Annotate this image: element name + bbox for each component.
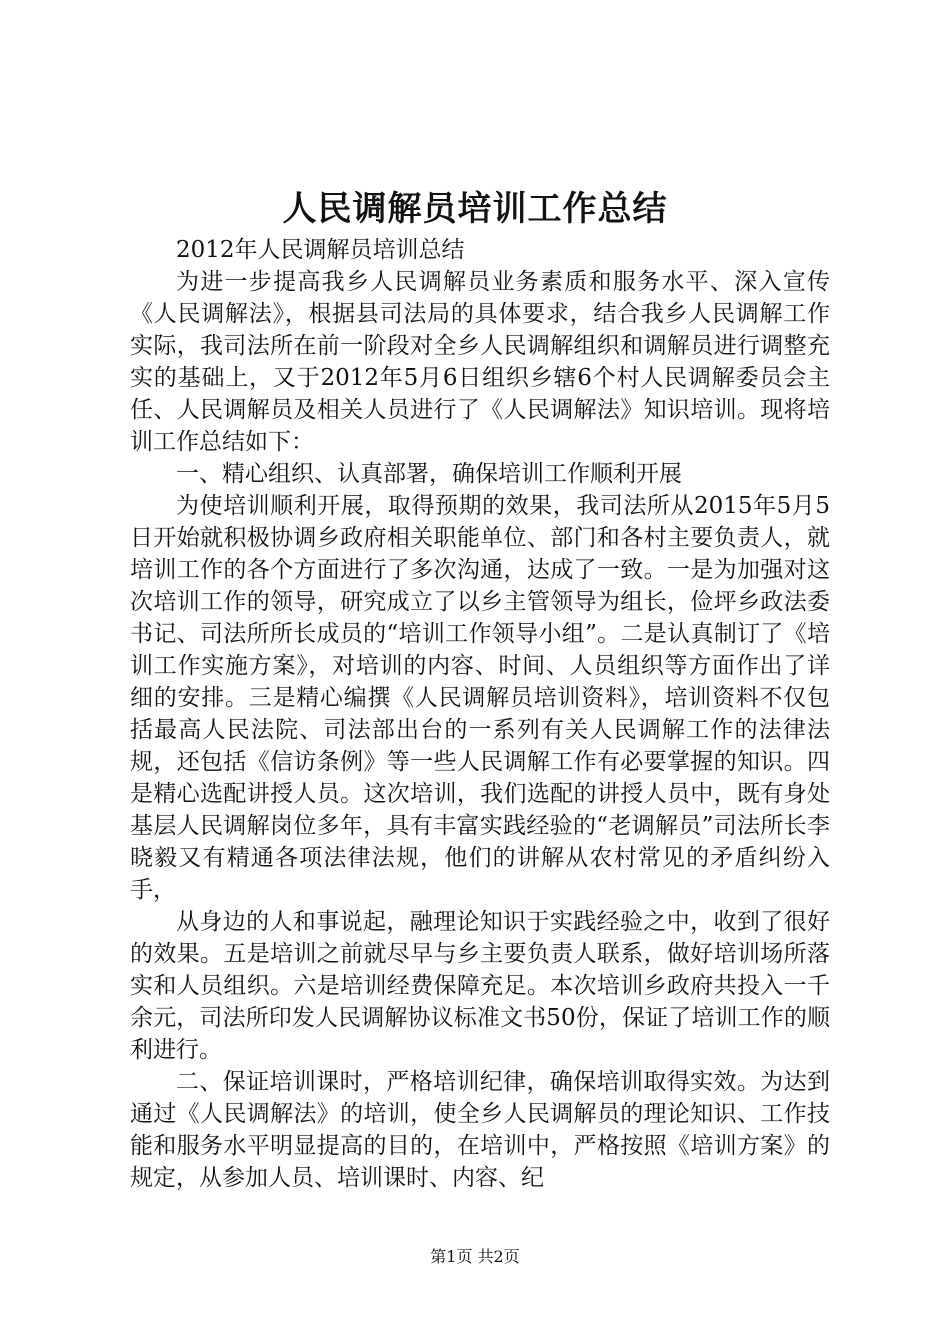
document-subtitle: 2012年人民调解员培训总结 (176, 237, 465, 263)
section-2-paragraph: 二、保证培训课时，严格培训纪律，确保培训取得实效。为达到通过《人民调解法》的培训，使全乡人民调解员的理论知识、工作技能和服务水平明显提高的目的，在培训中，严格按照《培训方案》的规定，从参加人员、培训课时、内容、纪 (130, 1069, 830, 1191)
section-1-paragraph-continued: 从身边的人和事说起，融理论知识于实践经验之中，收到了很好的效果。五是培训之前就尽早与乡主要负责人联系，做好培训场所落实和人员组织。六是培训经费保障充足。本次培训乡政府共投入一千余元，司法所印发人民调解协议标准文书50份，保证了培训工作的顺利进行。 (130, 909, 830, 1063)
document-title: 人民调解员培训工作总结 (282, 189, 668, 229)
page-number-footer: 第1页 共2页 (430, 1247, 520, 1266)
document-body (130, 234, 830, 1194)
section-heading-1: 一、精心组织、认真部署，确保培训工作顺利开展 (176, 461, 682, 487)
section-1-paragraph: 为使培训顺利开展，取得预期的效果，我司法所从2015年5月5日开始就积极协调乡政府相关职能单位、部门和各村主要负责人，就培训工作的各个方面进行了多次沟通，达成了一致。一是为加强对这次培训工作的领导，研究成立了以乡主管领导为组长，俭坪乡政法委书记、司法所所长成员的“培训工作领导小组”。二是认真制订了《培训工作实施方案》，对培训的内容、时间、人员组织等方面作出了详细的安排。三是精心编撰《人民调解员培训资料》，培训资料不仅包括最高人民法院、司法部出台的一系列有关人民调解工作的法律法规，还包括《信访条例》等一些人民调解工作有必要掌握的知识。四是精心选配讲授人员。这次培训，我们选配的讲授人员中，既有身处基层人民调解岗位多年，具有丰富实践经验的“老调解员”司法所长李晓毅又有精通各项法律法规，他们的讲解从农村常见的矛盾纠纷入手， (130, 493, 830, 903)
intro-paragraph: 为进一步提高我乡人民调解员业务素质和服务水平、深入宣传《人民调解法》，根据县司法局的具体要求，结合我乡人民调解工作实际，我司法所在前一阶段对全乡人民调解组织和调解员进行调整充实的基础上，又于2012年5月6日组织乡辖6个村人民调解委员会主任、人民调解员及相关人员进行了《人民调解法》知识培训。现将培训工作总结如下： (130, 269, 830, 455)
